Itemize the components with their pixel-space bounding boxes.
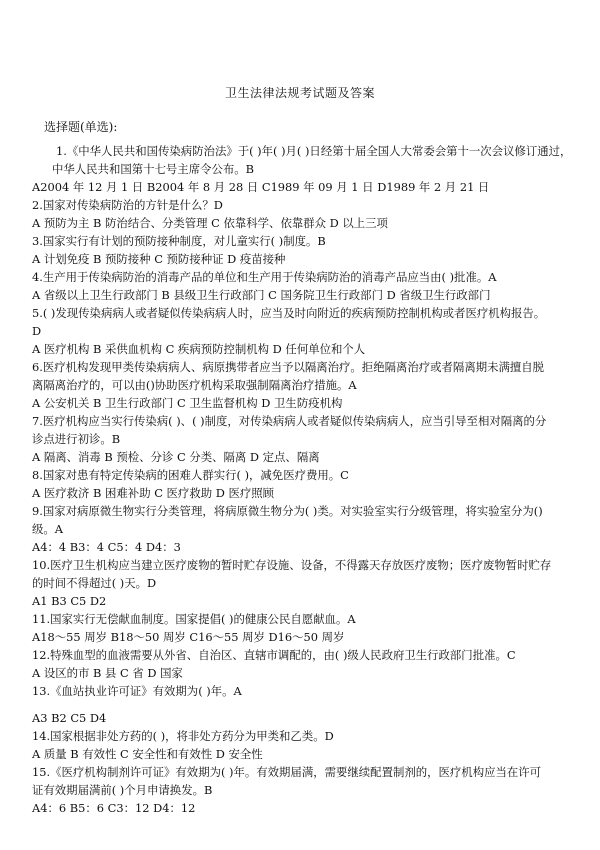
text-line: A 公安机关 B 卫生行政部门 C 卫生监督机构 D 卫生防疫机构 [32,396,343,410]
text-line: 中华人民共和国第十七号主席令公布。B [52,162,255,176]
text-line: A 隔离、消毒 B 预检、分诊 C 分类、隔离 D 定点、隔离 [32,450,320,464]
text-line: 7.医疗机构应当实行传染病( )、( )制度，对传染病病人或者疑似传染病病人，应当引导至相对隔离的分 [32,414,547,428]
text-line: 诊点进行初诊。B [32,432,121,446]
text-line: A 预防为主 B 防治结合、分类管理 C 依靠科学、依靠群众 D 以上三项 [32,216,388,230]
question-list [32,142,584,817]
text-line: A 医疗机构 B 采供血机构 C 疾病预防控制机构 D 任何单位和个人 [32,342,366,356]
text-line: A2004 年 12 月 1 日 B2004 年 8 月 28 日 C1989 年 09 月 1 日 D1989 年 2 月 21 日 [32,180,490,194]
text-line: 14.国家根据非处方药的( )，将非处方药分为甲类和乙类。D [32,729,334,743]
text-line: A4：6 B5：6 C3：12 D4：12 [32,801,196,815]
spacer [32,700,584,709]
text-line: 的时间不得超过( )天。D [32,576,157,590]
text-line: 6.医疗机构发现甲类传染病病人、病原携带者应当予以隔离治疗。拒绝隔离治疗或者隔离期未满擅自脱 [32,360,545,374]
text-line: 12.特殊血型的血液需要从外省、自治区、直辖市调配的，由( )级人民政府卫生行政部门批准。C [32,648,516,662]
text-line: A 省级以上卫生行政部门 B 县级卫生行政部门 C 国务院卫生行政部门 D 省级卫生行政部门 [32,288,491,302]
text-line: A 质量 B 有效性 C 安全性和有效性 D 安全性 [32,747,263,761]
text-line: 5.( )发现传染病病人或者疑似传染病病人时，应当及时向附近的疾病预防控制机构或者医疗机构报告。 [32,306,546,320]
text-line: 证有效期届满前( )个月申请换发。B [32,783,213,797]
text-line: A3 B2 C5 D4 [32,711,107,725]
text-line: 15.《医疗机构制剂许可证》有效期为( )年。有效期届满，需要继续配置制剂的，医疗机构应当在许可 [32,765,542,779]
text-line: 离隔离治疗的，可以由()协助医疗机构采取强制隔离治疗措施。A [32,378,357,392]
text-line: A 设区的市 B 县 C 省 D 国家 [32,666,183,680]
text-line: 2.国家对传染病防治的方针是什么？D [32,198,223,212]
section-heading: 选择题(单选): [44,120,118,134]
text-line: A 计划免疫 B 预防接种 C 预防接种证 D 疫苗接种 [32,252,286,266]
text-line: 级。A [32,522,64,536]
text-line: 11.国家实行无偿献血制度。国家提倡( )的健康公民自愿献血。A [32,612,356,626]
text-line: 3.国家实行有计划的预防接种制度，对儿童实行( )制度。B [32,234,326,248]
text-line: 4.生产用于传染病防治的消毒产品的单位和生产用于传染病防治的消毒产品应当由( )批准。A [32,270,497,284]
text-line: 1.《中华人民共和国传染病防治法》于( )年( )月( )日经第十届全国人大常委会第十一次会议修订通过， [56,144,572,158]
text-line: A4：4 B3：4 C5：4 D4：3 [32,540,181,554]
text-line: 9.国家对病原微生物实行分类管理，将病原微生物分为( )类。对实验室实行分级管理，将实验室分为() [32,504,543,518]
text-line: A 医疗救济 B 困难补助 C 医疗救助 D 医疗照顾 [32,486,275,500]
document-title: 卫生法律法规考试题及答案 [224,86,375,100]
text-line: 13.《血站执业许可证》有效期为( )年。A [32,684,242,698]
text-line: D [32,324,42,338]
text-line: 10.医疗卫生机构应当建立医疗废物的暂时贮存设施、设备，不得露天存放医疗废物；医疗废物暂时贮存 [32,558,552,572]
text-line: A1 B3 C5 D2 [32,594,107,608]
text-line: A18～55 周岁 B18～50 周岁 C16～55 周岁 D16～50 周岁 [32,630,345,644]
text-line: 8.国家对患有特定传染病的困难人群实行( )，减免医疗费用。C [32,468,349,482]
